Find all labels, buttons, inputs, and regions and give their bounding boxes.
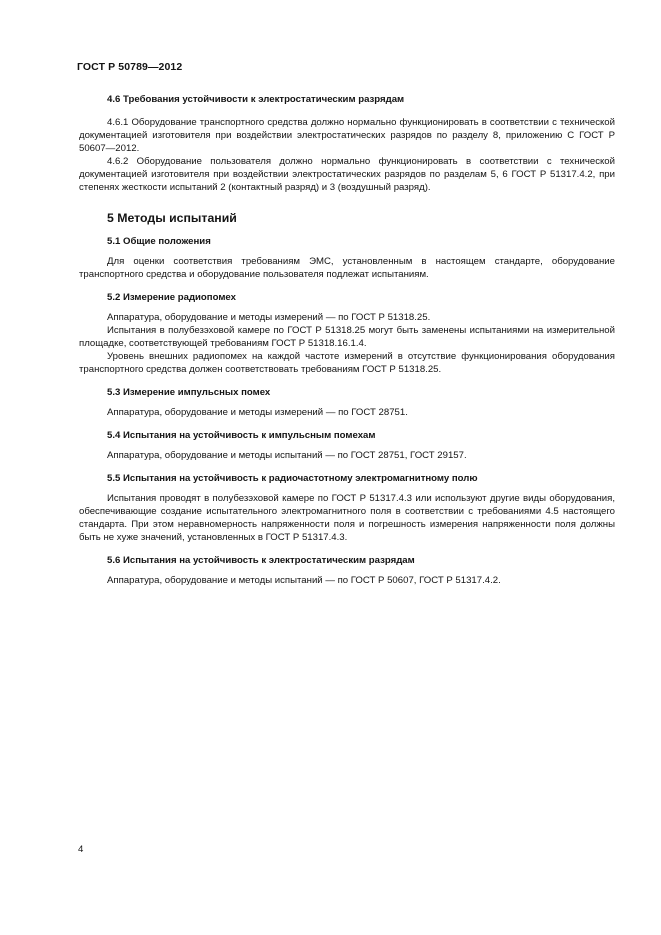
section-title-5-6: 5.6 Испытания на устойчивость к электростатическим разрядам xyxy=(107,555,415,566)
paragraph-5-5: Испытания проводят в полубезэховой камере по ГОСТ Р 51317.4.3 или используют другие виды оборудования, обеспечивающие создание испытательного электромагнитного поля в соответствии с требованиями 4.5 настоящего стандарта. При этом неравномерность напряженности поля и погрешность измерения напряженности поля должны быть не хуже значений, установленных в ГОСТ Р 51317.4.3. xyxy=(79,493,615,543)
paragraph-4-6-1: 4.6.1 Оборудование транспортного средства должно нормально функционировать в соответствии с технической документацией изготовителя при воздействии электростатических разрядов по разделу 8, приложению С ГОСТ Р 50607—2012. xyxy=(79,117,615,154)
section-title-5-1: 5.1 Общие положения xyxy=(107,236,211,247)
paragraph-5-3: Аппаратура, оборудование и методы измерений — по ГОСТ 28751. xyxy=(107,407,408,418)
section-title-5-5: 5.5 Испытания на устойчивость к радиочастотному электромагнитному полю xyxy=(107,473,478,484)
section-title-5-3: 5.3 Измерение импульсных помех xyxy=(107,387,271,398)
section-title-4-6: 4.6 Требования устойчивости к электростатическим разрядам xyxy=(107,94,405,105)
section-title-5-2: 5.2 Измерение радиопомех xyxy=(107,292,236,303)
section-title-5: 5 Методы испытаний xyxy=(107,211,237,225)
paragraph-5-1: Для оценки соответствия требованиям ЭМС, установленным в настоящем стандарте, оборудование транспортного средства и оборудование пользователя подлежат испытаниям. xyxy=(79,256,615,280)
paragraph-5-2-a: Аппаратура, оборудование и методы измерений — по ГОСТ Р 51318.25. xyxy=(107,312,431,323)
paragraph-5-6: Аппаратура, оборудование и методы испытаний — по ГОСТ Р 50607, ГОСТ Р 51317.4.2. xyxy=(107,575,501,586)
paragraph-5-4: Аппаратура, оборудование и методы испытаний — по ГОСТ 28751, ГОСТ 29157. xyxy=(107,450,467,461)
section-title-5-4: 5.4 Испытания на устойчивость к импульсным помехам xyxy=(107,430,376,441)
document-body xyxy=(79,93,615,587)
page-number: 4 xyxy=(78,844,84,855)
paragraph-4-6-2: 4.6.2 Оборудование пользователя должно нормально функционировать в соответствии с технической документацией изготовителя при воздействии электростатических разрядов по разделам 5, 6 ГОСТ Р 51317.4.2, при степенях жесткости испытаний 2 (контактный разряд) и 3 (воздушный разряд). xyxy=(79,156,615,193)
paragraph-5-2-b: Испытания в полубезэховой камере по ГОСТ Р 51318.25 могут быть заменены испытаниями на измерительной площадке, соответствующей требованиям ГОСТ Р 51318.16.1.4. xyxy=(79,325,615,349)
standard-designation: ГОСТ Р 50789—2012 xyxy=(77,61,183,73)
paragraph-5-2-c: Уровень внешних радиопомех на каждой частоте измерений в отсутствие функционирования оборудования транспортного средства должен соответствовать требованиям ГОСТ Р 51318.25. xyxy=(79,351,615,375)
